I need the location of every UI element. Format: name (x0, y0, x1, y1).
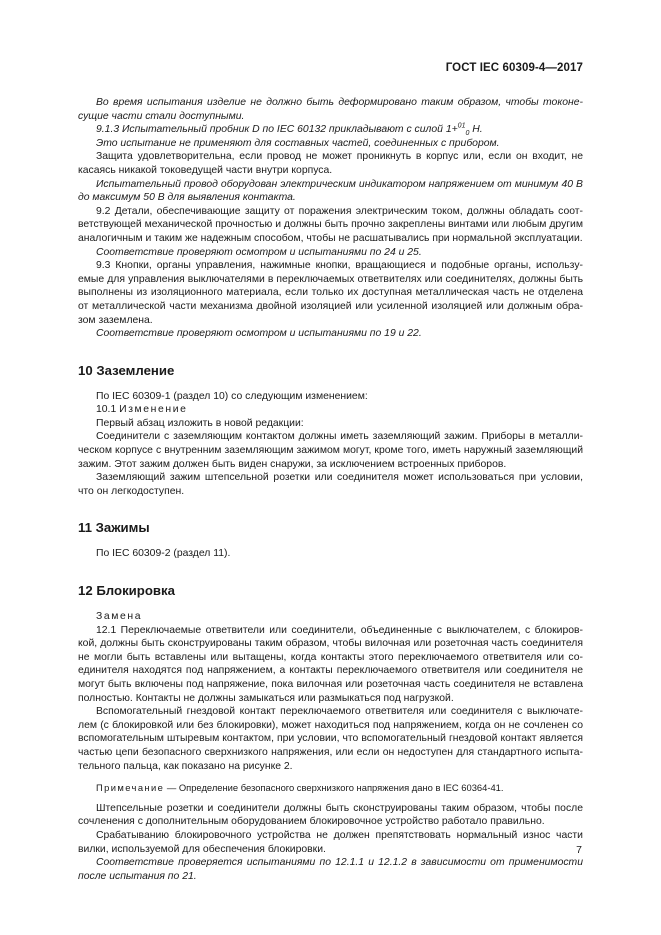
clause-12-1: 12.1 Переключаемые ответвители или соединители, объединенные с выключателем, с блокировкой, должны быть сконструированы таким образом, чтобы вилочная или розеточная часть соединителя не могли быть вставлены или вытащены, когда контакты этого переключаемого ответвителя или соединителя находятся под напряжением, а контакты переключаемого ответвителя или соединителя не могут быть включены под напряжение, пока вилочная или розеточная часть соединителя не вставлена полностью. Контакты не должны замыкаться или размыкаться под нагрузкой. (78, 624, 583, 704)
paragraph: Срабатыванию блокировочного устройства не должен препятствовать нормальный износ части вилки, используемой для обеспечения блокировки. (78, 829, 583, 855)
page-body (78, 96, 583, 883)
paragraph: Это испытание не применяют для составных частей, соединенных с прибором. (96, 137, 500, 149)
section-heading-10: 10 Заземление (78, 362, 175, 378)
paragraph: Штепсельные розетки и соединители должны быть сконструированы таким образом, чтобы после сочленения с дополнительным оборудованием блокировочное устройство работало правильно. (78, 802, 583, 828)
clause-9-2: 9.2 Детали, обеспечивающие защиту от поражения электрическим током, должны обладать соответствующей механической прочностью и должны быть прочно закреплены винтами или любым другим аналогичным и таким же надежным способом, чтобы не расшатывались при нормальной эксплуатации. (78, 205, 583, 244)
section-heading-12: 12 Блокировка (78, 583, 175, 599)
paragraph: По IEC 60309-1 (раздел 10) со следующим изменением: (96, 390, 368, 402)
clause-9-3: 9.3 Кнопки, органы управления, нажимные кнопки, вращающиеся и подобные органы, используемые для управления выключателями в переключаемых ответвителях или соединителях, должны быть выполнены из изоляционного материала, если только их доступная металлическая часть не отделена от металлической части механизма двойной изоляцией или усиленной изоляцией или должным образом заземлена. (78, 260, 583, 326)
paragraph: По IEC 60309-2 (раздел 11). (96, 548, 231, 560)
paragraph: Первый абзац изложить в новой редакции: (96, 417, 304, 429)
clause-9-1-3: 9.1.3 Испытательный пробник D по IEC 60132 прикладывают с силой 1+$^{01}_0$ Н. (96, 122, 483, 138)
compliance-note: Соответствие проверяется испытаниями по 12.1.1 и 12.1.2 в зависимости от применимости после испытания по 21. (78, 857, 583, 882)
paragraph: Заземляющий зажим штепсельной розетки или соединителя может использоваться при условии, что он легкодоступен. (78, 472, 583, 497)
paragraph: Во время испытания изделие не должно быть деформировано таким образом, чтобы токонесущие части стали доступными. (78, 97, 583, 122)
note: Примечание — Определение безопасного сверхнизкого напряжения дано в IEC 60364-41. (96, 782, 504, 794)
paragraph: Соединители с заземляющим контактом должны иметь заземляющий зажим. Приборы в металлическом корпусе с внутренним заземляющим зажимом могут, кроме того, иметь наружный заземляющий зажим. Этот зажим должен быть виден снаружи, за исключением встроенных приборов. (78, 431, 583, 470)
compliance-note: Соответствие проверяют осмотром и испытаниями по 19 и 22. (96, 328, 422, 340)
section-heading-11: 11 Зажимы (78, 520, 150, 536)
tolerance-subscript: 0 (465, 130, 470, 138)
replacement-label: Замена (96, 611, 143, 623)
document-code: ГОСТ IEC 60309-4—2017 (445, 62, 583, 74)
paragraph: Испытательный провод оборудован электрическим индикатором напряжением от минимум 40 В до максимум 50 В для выявления контакта. (78, 178, 583, 204)
page-number: 7 (576, 844, 582, 856)
tolerance-superscript: 01 (457, 122, 466, 130)
paragraph: Вспомогательный гнездовой контакт переключаемого ответвителя или соединителя с выключателем (с блокировкой или без блокировки), может находиться под напряжением, когда он не сочленен со вспомогательным штыревым контактом, при условии, что вспомогательный гнездовой контакт является частью цепи безопасного сверхнизкого напряжения, или если он недоступен для стандартного испытательного пальца, как показано на рисунке 2. (78, 706, 583, 772)
clause-10-1: 10.1 Изменение (96, 404, 188, 416)
compliance-note: Соответствие проверяют осмотром и испытаниями по 24 и 25. (96, 246, 422, 258)
paragraph: Защита удовлетворительна, если провод не может проникнуть в корпус или, если он входит, не касаясь никакой токоведущей части внутри корпуса. (78, 151, 583, 176)
